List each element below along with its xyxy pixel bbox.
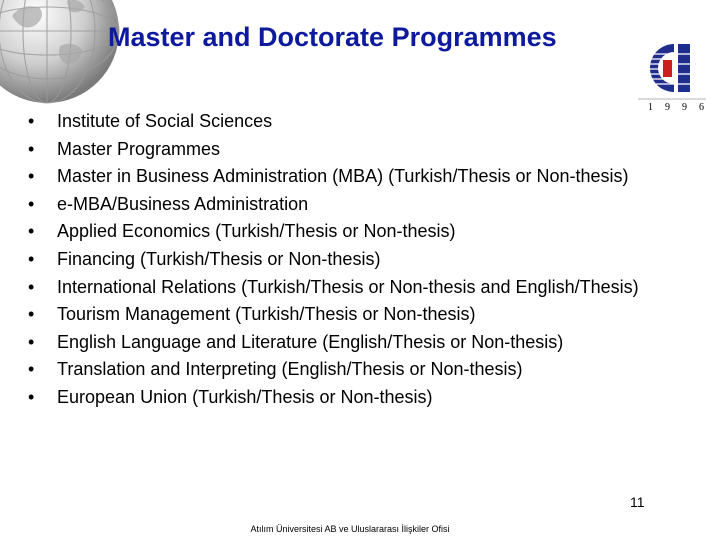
footer-text: Atılım Üniversitesi AB ve Uluslararası İlişkiler Ofisi — [250, 524, 450, 534]
bullet-icon: • — [28, 359, 35, 380]
list-item — [28, 165, 668, 187]
bullet-icon: • — [28, 304, 35, 325]
list-item — [28, 110, 668, 132]
globe-icon — [0, 0, 122, 106]
list-item — [28, 138, 668, 160]
bullet-icon: • — [28, 166, 35, 187]
page-number: 11 — [630, 494, 645, 510]
list-item-text: Tourism Management (Turkish/Thesis or Non-thesis) — [57, 304, 476, 325]
bullet-icon: • — [28, 193, 35, 214]
logo-year-digit: 6 — [699, 102, 704, 113]
bullet-icon: • — [28, 386, 35, 407]
bullet-icon: • — [28, 276, 35, 297]
logo-year-digit: 9 — [665, 102, 670, 113]
list-item-text: Master Programmes — [57, 138, 221, 159]
bullet-icon: • — [28, 248, 35, 269]
bullet-icon: • — [28, 221, 35, 242]
list-item — [28, 220, 668, 242]
bullet-icon: • — [28, 331, 35, 352]
logo-mark-icon — [641, 44, 690, 92]
list-item-text: English Language and Literature (English/Thesis or Non-thesis) — [57, 331, 564, 352]
list-item-text: International Relations (Turkish/Thesis or Non-thesis and English/Thesis) — [57, 276, 639, 297]
list-item-text: e-MBA/Business Administration — [57, 193, 309, 214]
bullet-icon: • — [28, 138, 35, 159]
slide-title: Master and Doctorate Programmes — [108, 22, 557, 52]
list-item-text: Financing (Turkish/Thesis or Non-thesis) — [57, 248, 381, 269]
list-item — [28, 386, 668, 408]
list-item-text: Master in Business Administration (MBA) (Turkish/Thesis or Non-thesis) — [57, 166, 629, 187]
list-item — [28, 331, 668, 353]
list-item — [28, 248, 668, 270]
list-item-text: Institute of Social Sciences — [57, 111, 273, 131]
list-item — [28, 276, 668, 298]
list-item — [28, 193, 668, 215]
bullet-icon: • — [28, 111, 35, 131]
logo-year-digit: 9 — [682, 102, 687, 113]
bullet-list — [28, 110, 668, 414]
list-item — [28, 358, 668, 380]
logo-year-digit: 1 — [648, 102, 653, 113]
list-item — [28, 303, 668, 325]
list-item-text: European Union (Turkish/Thesis or Non-thesis) — [57, 386, 433, 407]
list-item-text: Translation and Interpreting (English/Thesis or Non-thesis) — [57, 359, 523, 380]
list-item-text: Applied Economics (Turkish/Thesis or Non-thesis) — [57, 221, 456, 242]
